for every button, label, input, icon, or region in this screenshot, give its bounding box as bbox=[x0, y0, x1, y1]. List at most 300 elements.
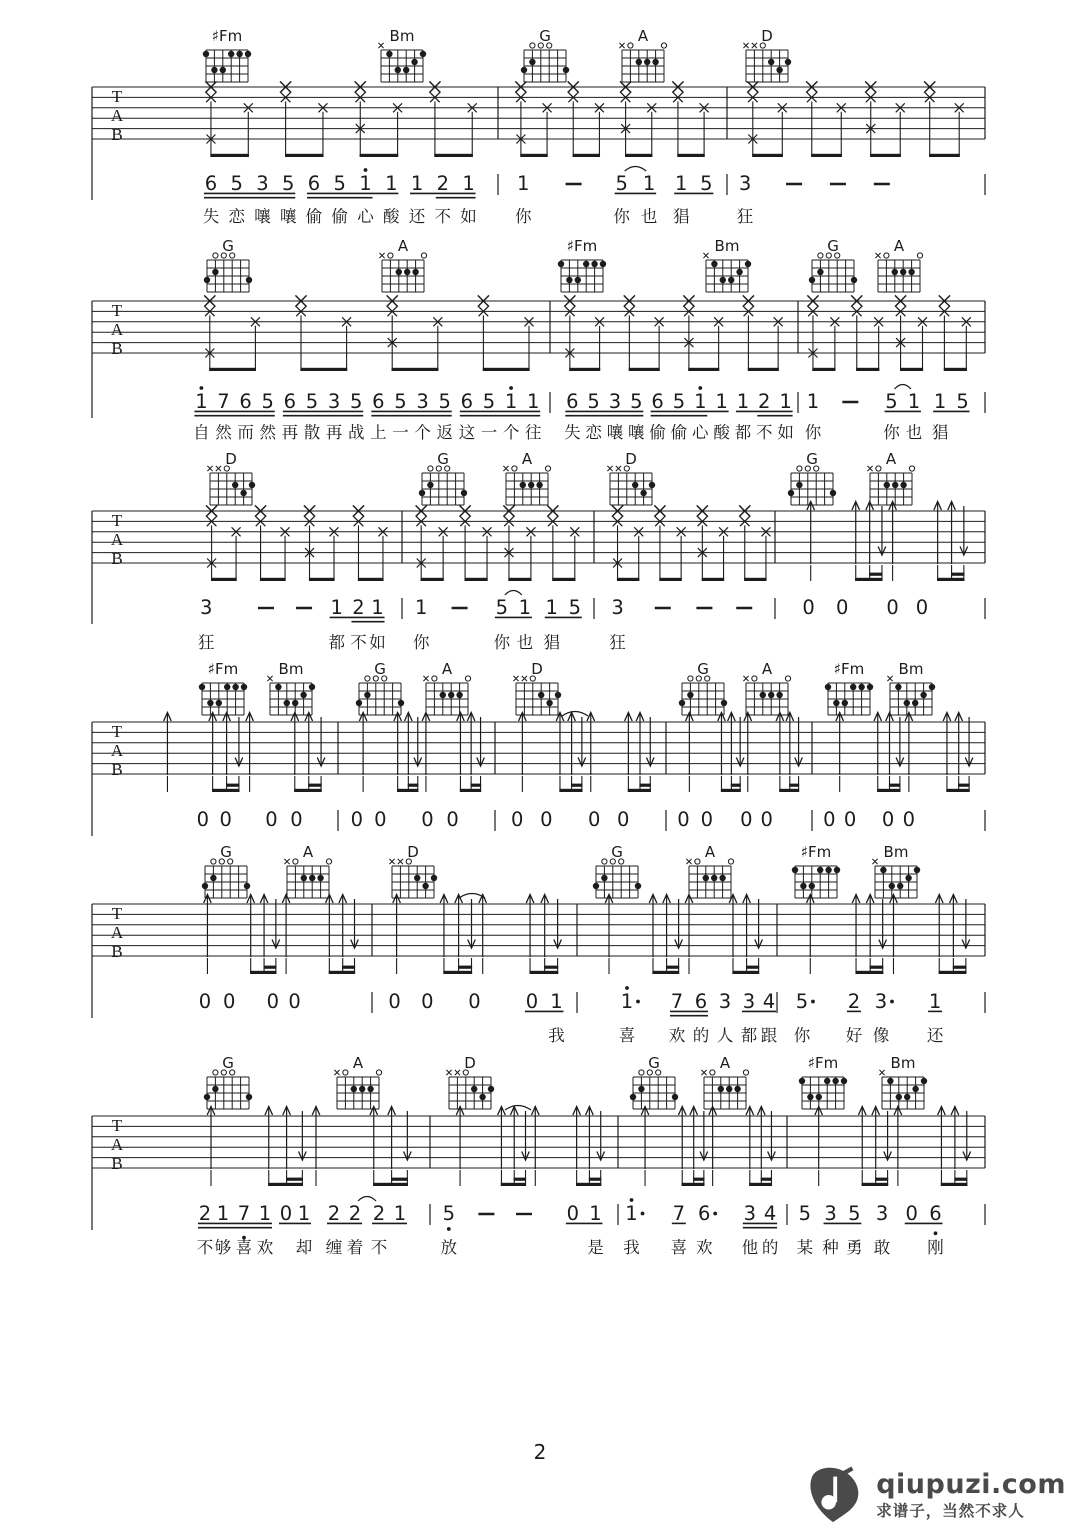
beam bbox=[752, 154, 783, 157]
chord-dot bbox=[246, 277, 252, 283]
chord-dot bbox=[896, 1094, 902, 1100]
melody-note: 3 bbox=[611, 596, 624, 619]
melody-note: 1 bbox=[928, 990, 942, 1013]
melody-note: 5 bbox=[261, 390, 274, 413]
chord-diagram bbox=[607, 450, 655, 505]
beam-16th bbox=[746, 966, 759, 969]
melody-note: 4 bbox=[762, 990, 776, 1013]
beam-16th bbox=[875, 1178, 888, 1181]
beam bbox=[779, 789, 799, 792]
chord-label: ♯Fm bbox=[807, 1054, 839, 1072]
lyric-char: 种 bbox=[822, 1238, 839, 1257]
chord-diagram bbox=[419, 450, 467, 505]
lyric-char: 散 bbox=[303, 423, 321, 442]
melody-note: 0 bbox=[886, 596, 899, 619]
chord-dot bbox=[792, 867, 798, 873]
melody-note: 0 bbox=[290, 808, 303, 831]
beam bbox=[937, 578, 964, 581]
beam bbox=[508, 578, 531, 581]
beam-16th bbox=[571, 784, 582, 787]
chord-diagram bbox=[879, 1054, 927, 1109]
chord-dot bbox=[825, 684, 831, 690]
chord-diagram bbox=[204, 1054, 252, 1109]
chord-dot bbox=[809, 883, 815, 889]
beam bbox=[652, 971, 679, 974]
melody-tie-arc bbox=[895, 385, 911, 390]
lyric-char: 上 bbox=[370, 423, 387, 442]
beam bbox=[929, 154, 960, 157]
beam bbox=[900, 368, 923, 371]
lyric-char: 偷 bbox=[649, 423, 666, 442]
tab-letter: B bbox=[111, 942, 123, 961]
melody-note: 1 bbox=[516, 172, 530, 195]
melody-note: 1 bbox=[330, 596, 343, 619]
melody-note: 2 bbox=[758, 390, 771, 413]
melody-note: 1 bbox=[550, 990, 563, 1013]
system-1 bbox=[92, 27, 985, 226]
melody-note: 5 bbox=[672, 390, 686, 413]
beam bbox=[552, 578, 575, 581]
melody-note: 1 bbox=[642, 172, 656, 195]
melody-note: 3 bbox=[742, 990, 756, 1013]
melody-note: 6 bbox=[239, 390, 252, 413]
melody-note: 6 bbox=[372, 390, 385, 413]
chord-label: D bbox=[531, 660, 543, 678]
beam-16th bbox=[666, 966, 679, 969]
chord-dot bbox=[834, 867, 840, 873]
chord-dot bbox=[555, 692, 561, 698]
melody-note: 3 bbox=[874, 990, 888, 1013]
chord-diagram bbox=[558, 237, 606, 292]
chord-diagram bbox=[593, 843, 641, 898]
lyric-char: 刚 bbox=[927, 1238, 944, 1257]
chord-diagram bbox=[743, 27, 791, 82]
system-6 bbox=[92, 1054, 985, 1257]
melody-note: 0 bbox=[288, 990, 301, 1013]
chord-dot bbox=[734, 1086, 740, 1092]
lyric-char: 猖 bbox=[672, 207, 690, 226]
chord-dot bbox=[630, 1094, 636, 1100]
chord-dot bbox=[900, 269, 906, 275]
chord-label: Bm bbox=[890, 1054, 916, 1072]
lyric-char: 欢 bbox=[668, 1026, 686, 1045]
chord-diagram bbox=[825, 660, 873, 715]
lyric-char: 偷 bbox=[670, 423, 688, 442]
melody-note: 3 bbox=[416, 390, 429, 413]
beam bbox=[659, 578, 681, 581]
system-5 bbox=[92, 843, 985, 1045]
chord-dot bbox=[364, 692, 370, 698]
beam bbox=[358, 578, 384, 581]
melody-note: 1 bbox=[258, 1202, 272, 1225]
lyric-char: 心 bbox=[357, 207, 374, 226]
chord-dot bbox=[807, 1094, 813, 1100]
open-string-marker bbox=[785, 676, 790, 681]
chord-dot bbox=[895, 684, 901, 690]
chord-diagram bbox=[267, 660, 315, 715]
chord-dot bbox=[404, 269, 410, 275]
tab-letter: A bbox=[110, 106, 124, 125]
octave-dot-high bbox=[509, 386, 513, 390]
chord-dot bbox=[488, 1086, 494, 1092]
open-string-marker bbox=[639, 1070, 644, 1075]
chord-dot bbox=[210, 875, 216, 881]
open-string-marker bbox=[743, 1070, 748, 1075]
open-string-marker bbox=[884, 253, 889, 258]
chord-dot bbox=[921, 1078, 927, 1084]
melody-note: 3 bbox=[824, 1202, 837, 1225]
watermark bbox=[804, 1464, 1066, 1526]
beam bbox=[529, 971, 558, 974]
chord-dot bbox=[652, 59, 658, 65]
chord-diagram bbox=[701, 1054, 748, 1109]
lyric-char: 都 bbox=[734, 423, 752, 442]
chord-label: A bbox=[719, 1054, 731, 1072]
melody-note: 5 bbox=[482, 390, 496, 413]
lyric-char: 嚷 bbox=[606, 423, 624, 442]
beam bbox=[732, 971, 759, 974]
beam-16th bbox=[953, 966, 967, 969]
chord-dot bbox=[448, 692, 454, 698]
chord-dot bbox=[800, 883, 806, 889]
lyric-char: 恋 bbox=[585, 423, 602, 442]
chord-dot bbox=[635, 883, 641, 889]
chord-diagram bbox=[199, 660, 247, 715]
melody-note: 1 bbox=[504, 390, 518, 413]
beam bbox=[702, 578, 724, 581]
melody-note: 5 bbox=[282, 172, 295, 195]
chord-dot bbox=[809, 277, 815, 283]
melody-note: 0 bbox=[266, 990, 279, 1013]
chord-dot bbox=[228, 51, 234, 57]
lyric-char: 嚷 bbox=[279, 207, 297, 226]
chord-dot bbox=[232, 684, 238, 690]
lyric-char: 不 bbox=[370, 1238, 388, 1257]
chord-dot bbox=[638, 1086, 644, 1092]
chord-dot bbox=[825, 867, 831, 873]
chord-dot bbox=[440, 692, 446, 698]
chord-dot bbox=[538, 692, 544, 698]
melody-note: 0 bbox=[700, 808, 714, 831]
melody-note: 0 bbox=[198, 990, 212, 1013]
chord-dot bbox=[356, 700, 362, 706]
chord-dot bbox=[211, 67, 217, 73]
beam bbox=[812, 368, 835, 371]
beam bbox=[688, 368, 719, 371]
lyric-char: 你 bbox=[883, 423, 900, 442]
lyric-char: 我 bbox=[548, 1026, 565, 1045]
tab-letter: B bbox=[111, 339, 123, 358]
open-string-marker bbox=[917, 253, 922, 258]
open-string-marker bbox=[211, 859, 216, 864]
melody-note: 2 bbox=[327, 1202, 341, 1225]
tab-letter: B bbox=[111, 1154, 123, 1173]
chord-dot bbox=[636, 59, 642, 65]
chord-dot bbox=[199, 684, 205, 690]
chord-dot bbox=[471, 1086, 477, 1092]
melody-note: 3 bbox=[608, 390, 622, 413]
melody-note: 0 bbox=[219, 808, 232, 831]
lyric-char: 敢 bbox=[873, 1238, 891, 1257]
chord-diagram bbox=[521, 27, 569, 82]
open-string-marker bbox=[421, 253, 426, 258]
chord-dot bbox=[892, 482, 898, 488]
chord-label: G bbox=[220, 843, 232, 861]
lyric-char: 喜 bbox=[618, 1026, 636, 1045]
melody-note: 0 bbox=[843, 808, 857, 831]
melody-note: 2 bbox=[198, 1202, 212, 1225]
chord-dot bbox=[232, 482, 238, 488]
beam-16th bbox=[286, 1178, 303, 1181]
open-string-marker bbox=[343, 1070, 348, 1075]
melody-tie-arc bbox=[505, 591, 522, 596]
chord-diagram bbox=[887, 660, 935, 715]
lyric-char: 着 bbox=[346, 1238, 364, 1257]
lyric-char: 不 bbox=[350, 633, 367, 652]
chord-dot bbox=[718, 1086, 724, 1092]
watermark-tagline-text: 求谱子，当然不求人 bbox=[876, 1501, 1025, 1520]
lyric-char: 某 bbox=[796, 1238, 814, 1257]
beam bbox=[209, 368, 256, 371]
beam bbox=[569, 368, 600, 371]
chord-dot bbox=[776, 67, 782, 73]
chord-diagram bbox=[207, 450, 255, 505]
melody-note: 5 bbox=[700, 172, 713, 195]
chord-dot bbox=[632, 482, 638, 488]
beam bbox=[677, 154, 704, 157]
chord-label: A bbox=[521, 450, 533, 468]
chord-dot bbox=[412, 269, 418, 275]
melody-note: 1 bbox=[371, 596, 384, 619]
lyric-char: 你 bbox=[613, 207, 630, 226]
melody-note: 5 bbox=[333, 172, 346, 195]
chord-diagram bbox=[679, 660, 727, 715]
melody-note: 5 bbox=[885, 390, 898, 413]
watermark-pick-note-icon bbox=[804, 1464, 866, 1526]
chord-dot bbox=[711, 875, 717, 881]
augmentation-dot bbox=[636, 1000, 640, 1004]
beam bbox=[682, 1183, 705, 1186]
beam bbox=[946, 789, 969, 792]
lyric-char: 喜 bbox=[670, 1238, 688, 1257]
melody-note: 2 bbox=[352, 596, 365, 619]
lyric-char: 欢 bbox=[256, 1238, 274, 1257]
melody-note: 5 bbox=[305, 390, 319, 413]
staff-tie-arc bbox=[505, 1106, 531, 1111]
chord-label: Bm bbox=[714, 237, 740, 255]
chord-dot bbox=[216, 700, 222, 706]
melody-note: 1 bbox=[462, 172, 475, 195]
melody-note: 3 bbox=[199, 596, 213, 619]
chord-label: G bbox=[697, 660, 709, 678]
chord-diagram bbox=[423, 660, 470, 715]
chord-dot bbox=[703, 875, 709, 881]
beam bbox=[520, 154, 547, 157]
beam-16th bbox=[693, 1178, 704, 1181]
chord-diagram bbox=[743, 660, 790, 715]
chord-dot bbox=[395, 67, 401, 73]
beam bbox=[625, 154, 652, 157]
melody-note: 1 bbox=[674, 172, 688, 195]
lyric-char: 都 bbox=[740, 1026, 758, 1045]
lyric-char: 不 bbox=[196, 1238, 214, 1257]
lyric-char: 也 bbox=[905, 423, 923, 442]
chord-dot bbox=[728, 277, 734, 283]
chord-label: ♯Fm bbox=[207, 660, 239, 678]
beam-16th bbox=[958, 784, 970, 787]
page-number: 2 bbox=[533, 1440, 547, 1464]
lyric-char: 狂 bbox=[609, 633, 626, 652]
tab-letter: A bbox=[110, 530, 124, 549]
chord-dot bbox=[427, 482, 433, 488]
chord-dot bbox=[275, 684, 281, 690]
lyric-char: 战 bbox=[347, 423, 365, 442]
open-string-marker bbox=[213, 1070, 218, 1075]
melody-note: 0 bbox=[905, 1202, 918, 1225]
melody-note: 2 bbox=[436, 172, 450, 195]
chord-dot bbox=[575, 277, 581, 283]
chord-dot bbox=[841, 1078, 847, 1084]
open-string-marker bbox=[293, 859, 298, 864]
lyric-char: 缠 bbox=[325, 1238, 343, 1257]
lyric-char: 如 bbox=[777, 423, 794, 442]
chord-label: D bbox=[761, 27, 773, 45]
beam-16th bbox=[951, 573, 964, 576]
chord-diagram bbox=[513, 660, 561, 715]
open-string-marker bbox=[602, 859, 607, 864]
chord-label: ♯Fm bbox=[833, 660, 865, 678]
beam bbox=[501, 1183, 526, 1186]
beam-16th bbox=[408, 784, 419, 787]
melody-note: 5 bbox=[442, 1202, 456, 1225]
system-4 bbox=[92, 660, 985, 836]
melody-tie-arc bbox=[625, 167, 646, 172]
chord-dot bbox=[202, 883, 208, 889]
melody-note: 5 bbox=[956, 390, 969, 413]
beam bbox=[443, 971, 472, 974]
chord-label: G bbox=[222, 237, 234, 255]
chord-dot bbox=[431, 875, 437, 881]
augmentation-dot bbox=[890, 1000, 894, 1004]
lyric-char: 再 bbox=[281, 423, 299, 442]
tab-letter: A bbox=[110, 741, 124, 760]
lyric-char: 都 bbox=[328, 633, 345, 652]
chord-label: D bbox=[464, 1054, 476, 1072]
melody-note: 0 bbox=[223, 990, 236, 1013]
chord-dot bbox=[249, 482, 255, 488]
chord-dot bbox=[359, 1086, 365, 1092]
chord-label: G bbox=[437, 450, 449, 468]
open-string-marker bbox=[876, 466, 881, 471]
lyric-char: 他 bbox=[741, 1238, 759, 1257]
chord-diagram bbox=[389, 843, 437, 898]
melody-note: 1 bbox=[620, 990, 634, 1013]
octave-dot-high bbox=[364, 168, 368, 172]
chord-dot bbox=[244, 883, 250, 889]
tab-letter: T bbox=[111, 904, 123, 923]
chord-dot bbox=[721, 700, 727, 706]
chord-dot bbox=[644, 59, 650, 65]
melody-note: 0 bbox=[823, 808, 836, 831]
beam bbox=[855, 578, 882, 581]
chord-label: A bbox=[352, 1054, 364, 1072]
chord-dot bbox=[897, 883, 903, 889]
melody-note: 6 bbox=[307, 172, 321, 195]
chord-dot bbox=[414, 875, 420, 881]
chord-dot bbox=[367, 1086, 373, 1092]
chord-label: D bbox=[225, 450, 237, 468]
melody-note: 7 bbox=[217, 390, 230, 413]
beam bbox=[870, 154, 901, 157]
chord-dot bbox=[830, 490, 836, 496]
chord-diagram bbox=[867, 450, 914, 505]
chord-dot bbox=[520, 482, 526, 488]
lyric-char: 如 bbox=[460, 207, 477, 226]
chord-label: Bm bbox=[883, 843, 909, 861]
open-string-marker bbox=[428, 466, 433, 471]
open-string-marker bbox=[530, 43, 535, 48]
beam-16th bbox=[514, 1178, 526, 1181]
chord-dot bbox=[880, 867, 886, 873]
beam bbox=[373, 1183, 408, 1186]
chord-dot bbox=[456, 692, 462, 698]
chord-label: G bbox=[222, 1054, 234, 1072]
melody-note: 6 bbox=[929, 1202, 942, 1225]
melody-note: 0 bbox=[468, 990, 481, 1013]
chord-dot bbox=[817, 867, 823, 873]
chord-dot bbox=[908, 269, 914, 275]
beam bbox=[559, 789, 582, 792]
chord-dot bbox=[904, 700, 910, 706]
melody-note: 1 bbox=[414, 596, 428, 619]
chord-dot bbox=[796, 482, 802, 488]
chord-dot bbox=[583, 261, 589, 267]
chord-dot bbox=[900, 482, 906, 488]
melody-tie-arc bbox=[358, 1197, 376, 1202]
melody-note: 6 bbox=[283, 390, 297, 413]
beam bbox=[856, 368, 879, 371]
chord-dot bbox=[419, 490, 425, 496]
open-string-marker bbox=[213, 253, 218, 258]
melody-note: 1 bbox=[359, 172, 372, 195]
beam bbox=[748, 368, 779, 371]
lyric-char: 却 bbox=[295, 1238, 313, 1257]
beam bbox=[360, 154, 399, 157]
melody-note: 1 bbox=[589, 1202, 602, 1225]
chord-dot bbox=[566, 277, 572, 283]
melody-note: 0 bbox=[617, 808, 630, 831]
beam-16th bbox=[889, 784, 901, 787]
beam-16th bbox=[639, 784, 650, 787]
chord-diagram bbox=[503, 450, 550, 505]
chord-dot bbox=[558, 261, 564, 267]
open-string-marker bbox=[818, 253, 823, 258]
beam bbox=[210, 154, 249, 157]
chord-dot bbox=[817, 269, 823, 275]
chord-diagram bbox=[630, 1054, 678, 1109]
chord-dot bbox=[884, 482, 890, 488]
melody-note: 0 bbox=[677, 808, 690, 831]
chord-dot bbox=[284, 700, 290, 706]
lyric-char: 的 bbox=[761, 1238, 779, 1257]
open-string-marker bbox=[710, 1070, 715, 1075]
chord-diagram bbox=[686, 843, 733, 898]
chord-dot bbox=[224, 684, 230, 690]
chord-dot bbox=[912, 700, 918, 706]
melody-note: 0 bbox=[915, 596, 929, 619]
beam-16th bbox=[869, 573, 882, 576]
chord-diagram bbox=[792, 843, 840, 898]
